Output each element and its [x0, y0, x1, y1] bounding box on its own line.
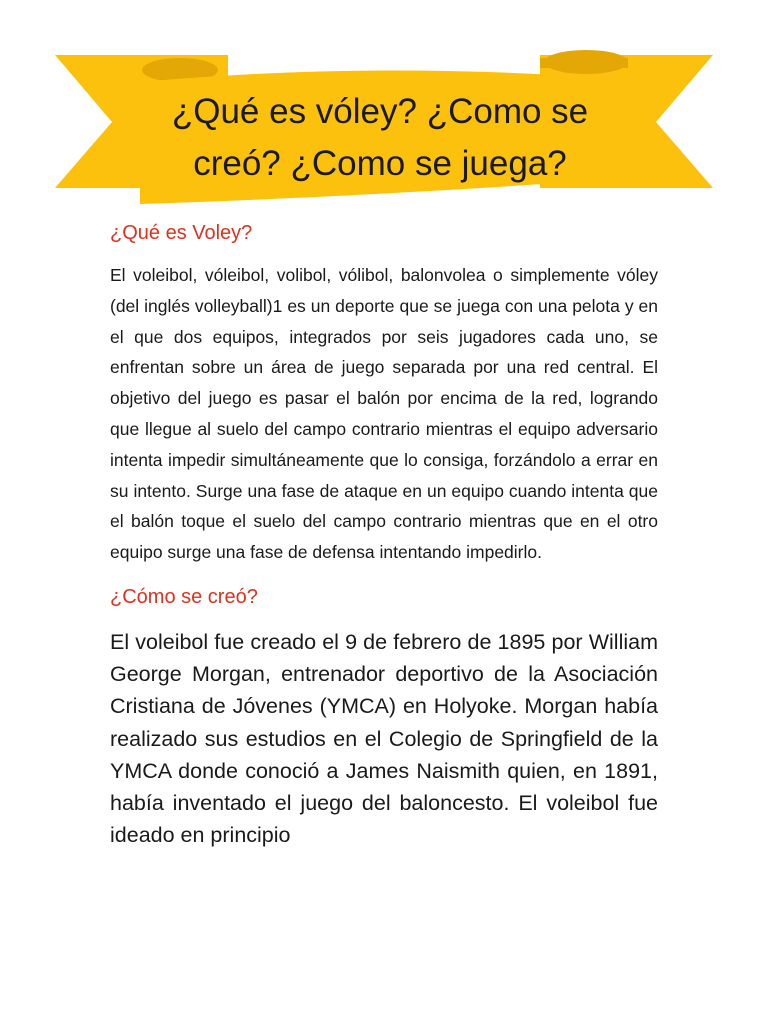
section-body-que-es: El voleibol, vóleibol, volibol, vólibol, balonvolea o simplemente vóley (del inglés volleyball)1 es un deporte que se juega con una pelota y en el que dos equipos, integrados por seis jugadores cada uno, se enfrentan sobre un área de juego separada por una red central. El objetivo del juego es pasar el balón por encima de la red, logrando que llegue al suelo del campo contrario mientras el equipo adversario intenta impedir simultáneamente que lo consiga, forzándolo a errar en su intento. Surge una fase de ataque en un equipo cuando intenta que el balón toque el suelo del campo contrario mientras que en el otro equipo surge una fase de defensa intentando impedirlo.	[110, 265, 658, 563]
page-title: ¿Qué es vóley? ¿Como se creó? ¿Como se juega?	[171, 92, 589, 183]
section-heading-que-es: ¿Qué es Voley?	[110, 222, 253, 244]
document-body	[110, 218, 658, 851]
section-body-como-se-creo: El voleibol fue creado el 9 de febrero de 1895 por William George Morgan, entrenador deportivo de la Asociación Cristiana de Jóvenes (YMCA) en Holyoke. Morgan había realizado sus estudios en el Colegio de Springfield de la YMCA donde conoció a James Naismith quien, en 1891, había inventado el juego del baloncesto. El voleibol fue ideado en principio	[110, 629, 658, 848]
title-banner	[0, 0, 768, 215]
section-heading-como-se-creo: ¿Cómo se creó?	[110, 585, 258, 608]
